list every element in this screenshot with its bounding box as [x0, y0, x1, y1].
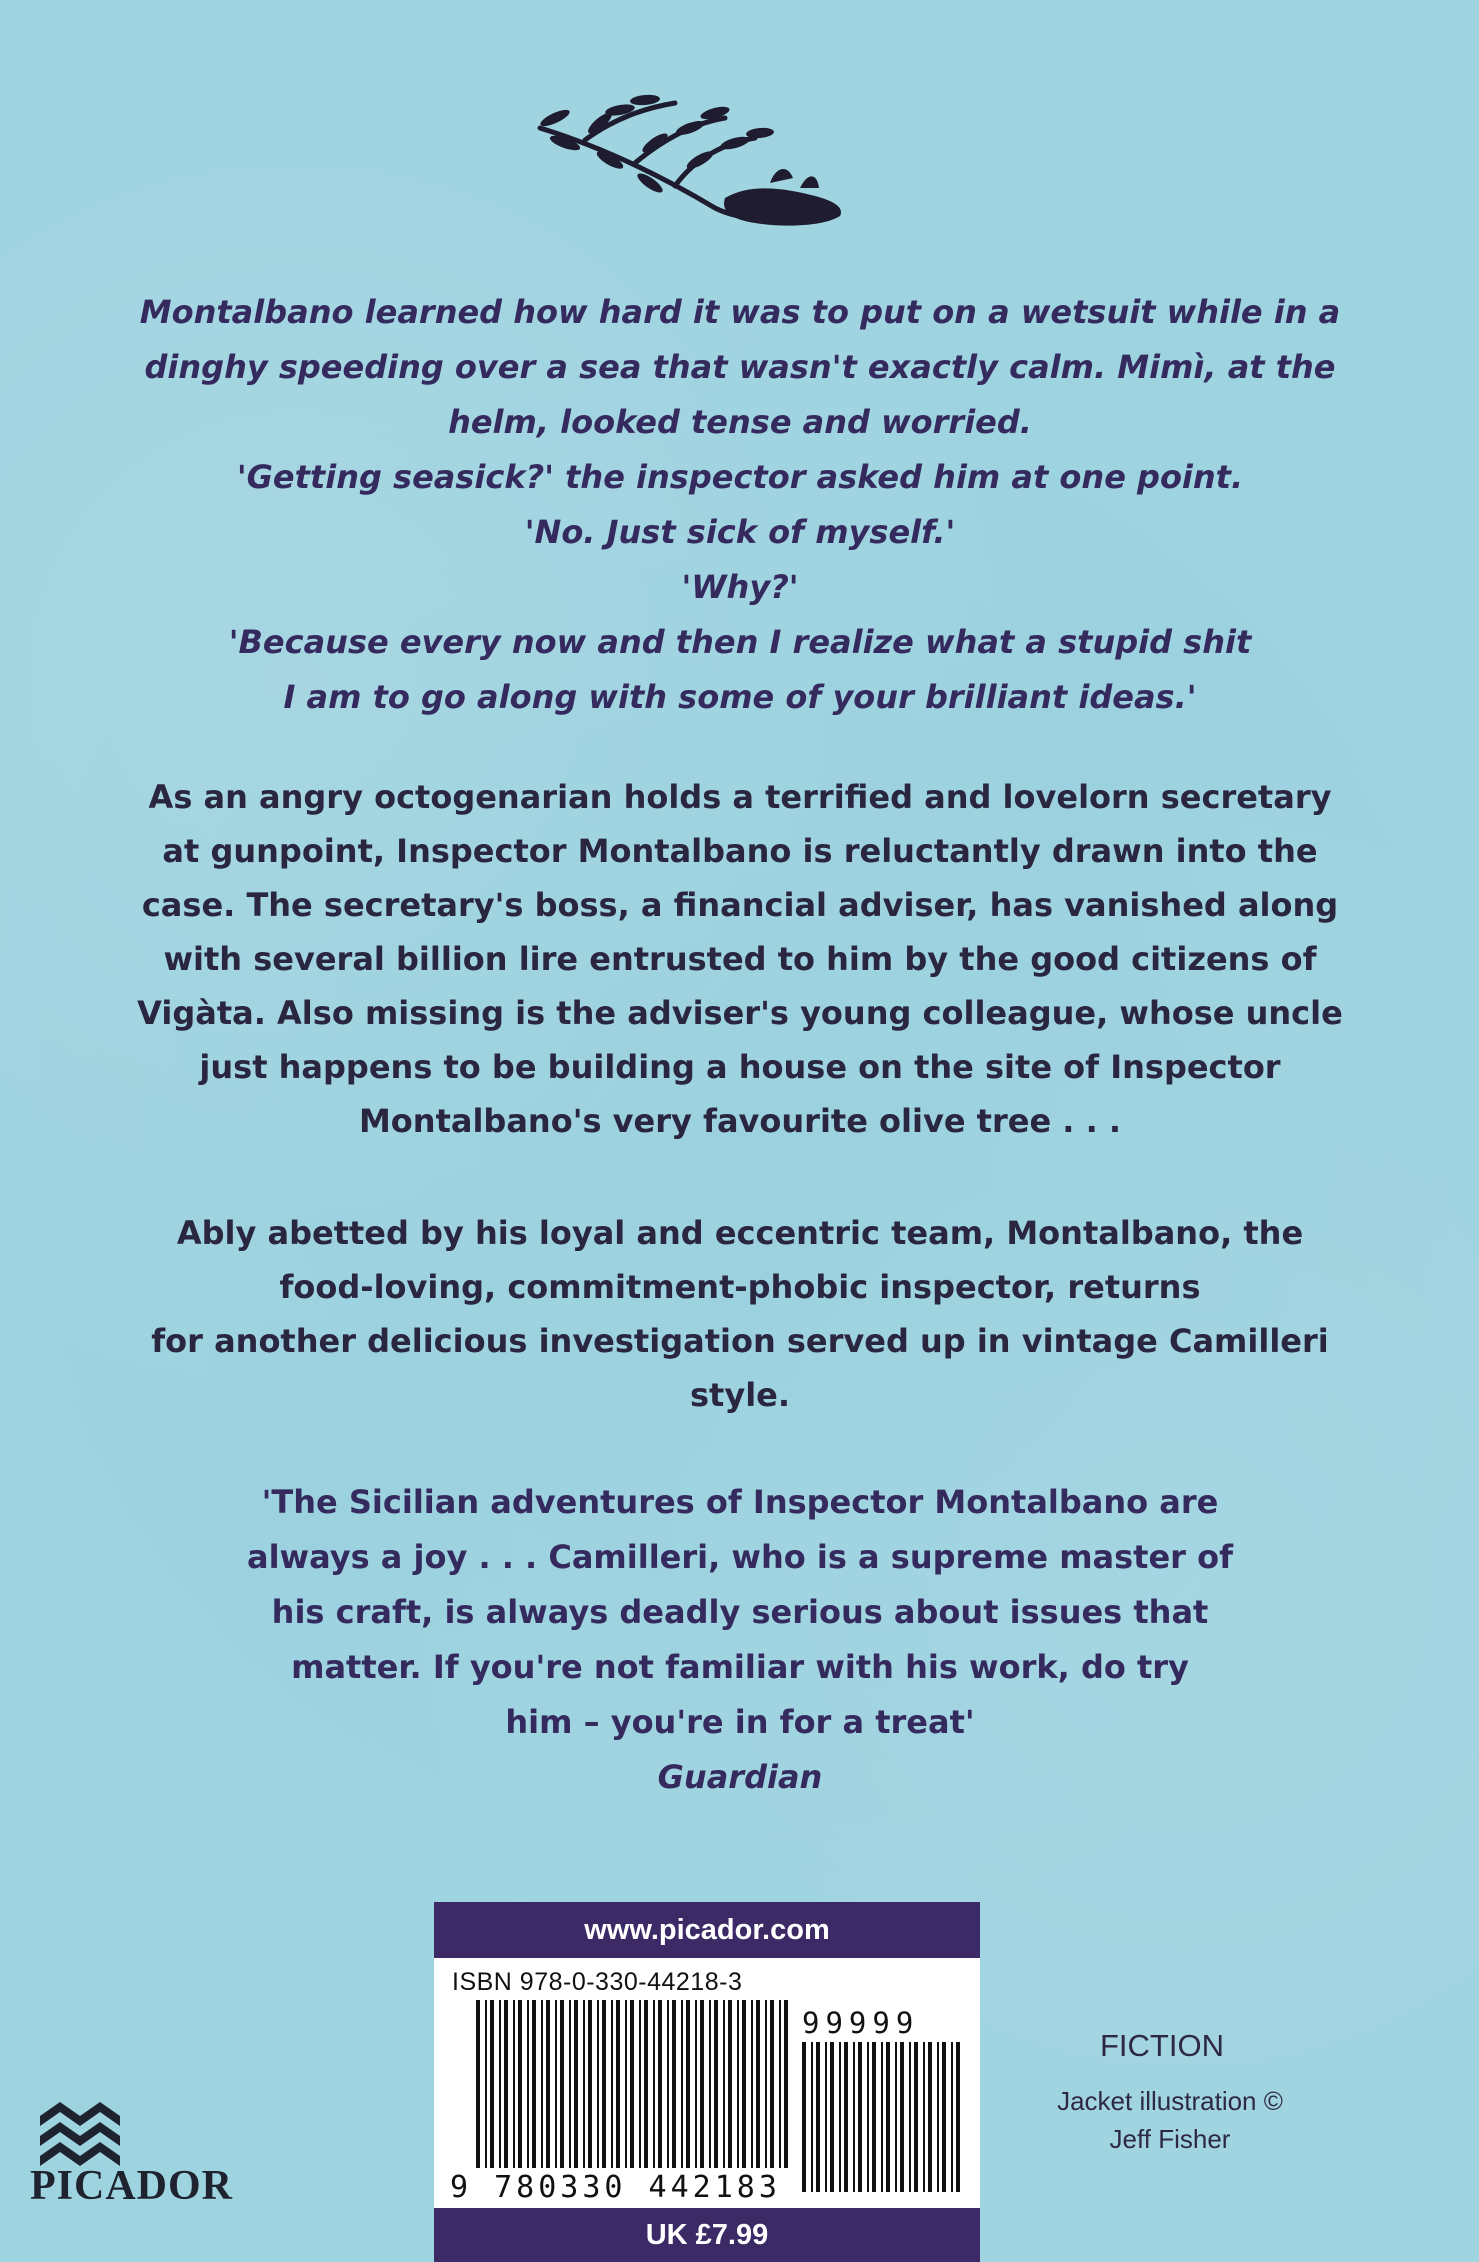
blurb-line: style. — [689, 1376, 791, 1414]
excerpt-line: 'Because every now and then I realize what a stupid shit — [228, 623, 1252, 661]
barcode-stripe — [658, 2000, 662, 2168]
barcode-stripe — [825, 2042, 827, 2192]
barcode-stripe — [616, 2000, 620, 2168]
barcode-stripe — [611, 2000, 613, 2168]
barcode-stripe — [742, 2000, 746, 2168]
barcode-stripe — [737, 2000, 739, 2168]
price-label: UK £7.99 — [434, 2208, 980, 2262]
barcode-stripe — [723, 2000, 725, 2168]
barcode-stripe — [695, 2000, 697, 2168]
barcode-stripe — [751, 2000, 753, 2168]
barcode-stripe — [844, 2042, 848, 2192]
excerpt-line: 'No. Just sick of myself.' — [524, 513, 956, 551]
excerpt-line: helm, looked tense and worried. — [448, 403, 1032, 441]
price-code: 99999 — [802, 2006, 920, 2040]
barcode-stripe — [672, 2000, 676, 2168]
jacket-credit — [1050, 2082, 1290, 2158]
picador-mark-icon — [36, 2090, 136, 2166]
barcode-stripe — [872, 2042, 876, 2192]
barcode-stripe — [867, 2042, 869, 2192]
barcode-stripe — [541, 2000, 543, 2168]
barcode-stripe — [630, 2000, 634, 2168]
barcode-stripe — [830, 2042, 834, 2192]
review-line: him – you're in for a treat' — [505, 1703, 975, 1741]
barcode-stripe — [956, 2042, 960, 2192]
barcode-stripe — [900, 2042, 904, 2192]
barcode-stripe — [485, 2000, 487, 2168]
barcode-stripe — [490, 2000, 494, 2168]
barcode-stripe — [588, 2000, 592, 2168]
barcode-stripe — [546, 2000, 550, 2168]
blurb-line: at gunpoint, Inspector Montalbano is reluctantly drawn into the — [162, 832, 1318, 870]
barcode-stripe — [681, 2000, 683, 2168]
addon-barcode-bars — [800, 2042, 966, 2192]
review-source: Guardian — [657, 1758, 823, 1796]
barcode-stripe — [951, 2042, 953, 2192]
barcode-panel — [434, 1902, 980, 2262]
excerpt-line: 'Getting seasick?' the inspector asked him at one point. — [236, 458, 1244, 496]
barcode-stripe — [839, 2042, 841, 2192]
publisher-logo — [30, 2090, 233, 2240]
barcode-bars — [474, 2000, 794, 2168]
blurb-paragraph-2 — [60, 1206, 1420, 1422]
barcode-stripe — [779, 2000, 781, 2168]
barcode-stripe — [709, 2000, 711, 2168]
barcode-stripe — [569, 2000, 571, 2168]
barcode-stripe — [686, 2000, 690, 2168]
barcode-stripe — [858, 2042, 862, 2192]
excerpt-line: 'Why?' — [681, 568, 799, 606]
barcode-stripe — [532, 2000, 536, 2168]
barcode-stripe — [597, 2000, 599, 2168]
barcode-stripe — [923, 2042, 925, 2192]
barcode-stripe — [700, 2000, 704, 2168]
barcode-stripe — [667, 2000, 669, 2168]
barcode-stripe — [728, 2000, 732, 2168]
barcode-stripe — [518, 2000, 522, 2168]
blurb-line: for another delicious investigation served up in vintage Camilleri — [151, 1322, 1329, 1360]
blurb-line: Ably abetted by his loyal and eccentric team, Montalbano, the — [176, 1214, 1304, 1252]
category-label: FICTION — [1100, 2028, 1224, 2063]
barcode-stripe — [886, 2042, 890, 2192]
blurb-line: Montalbano's very favourite olive tree . . . — [358, 1102, 1122, 1140]
review-line: 'The Sicilian adventures of Inspector Montalbano are — [261, 1483, 1219, 1521]
barcode-stripe — [816, 2042, 820, 2192]
blurb-paragraph-1 — [60, 770, 1420, 1148]
excerpt-quote — [80, 285, 1400, 725]
barcode-stripe — [914, 2042, 918, 2192]
review-line: matter. If you're not familiar with his work, do try — [291, 1648, 1189, 1686]
barcode-stripe — [574, 2000, 578, 2168]
credit-line-1: Jacket illustration © — [1057, 2086, 1283, 2116]
blurb-line: Vigàta. Also missing is the adviser's young colleague, whose uncle — [137, 994, 1343, 1032]
blurb-line: just happens to be building a house on the site of Inspector — [199, 1048, 1281, 1086]
barcode-stripe — [714, 2000, 718, 2168]
barcode-stripe — [499, 2000, 501, 2168]
barcode-stripe — [770, 2000, 774, 2168]
barcode-stripe — [909, 2042, 911, 2192]
review-line: always a joy . . . Camilleri, who is a supreme master of — [246, 1538, 1233, 1576]
barcode-stripe — [639, 2000, 641, 2168]
barcode-stripe — [527, 2000, 529, 2168]
excerpt-line: I am to go along with some of your brilliant ideas.' — [283, 678, 1197, 716]
barcode-stripe — [602, 2000, 606, 2168]
barcode-stripe — [583, 2000, 585, 2168]
publisher-name: PICADOR — [30, 2163, 233, 2209]
barcode-stripe — [653, 2000, 655, 2168]
blurb-line: case. The secretary's boss, a financial adviser, has vanished along — [141, 886, 1339, 924]
excerpt-line: Montalbano learned how hard it was to put on a wetsuit while in a — [139, 293, 1341, 331]
review-line: his craft, is always deadly serious about issues that — [271, 1593, 1209, 1631]
website-url[interactable]: www.picador.com — [434, 1902, 980, 1958]
blurb-line: food-loving, commitment-phobic inspector, returns — [279, 1268, 1201, 1306]
blurb-line: As an angry octogenarian holds a terrified and lovelorn secretary — [148, 778, 1332, 816]
barcode-stripe — [881, 2042, 883, 2192]
olive-branch-icon — [525, 88, 855, 238]
review-quote — [150, 1475, 1330, 1805]
barcode-stripe — [555, 2000, 557, 2168]
barcode-stripe — [644, 2000, 648, 2168]
excerpt-line: dinghy speeding over a sea that wasn't exactly calm. Mimì, at the — [144, 348, 1336, 386]
barcode-stripe — [560, 2000, 564, 2168]
barcode-stripe — [937, 2042, 939, 2192]
barcode-stripe — [504, 2000, 508, 2168]
barcode-stripe — [476, 2000, 480, 2168]
barcode-stripe — [625, 2000, 627, 2168]
barcode-stripe — [802, 2042, 806, 2192]
credit-line-2: Jeff Fisher — [1109, 2124, 1231, 2154]
barcode-stripe — [928, 2042, 932, 2192]
isbn-label: ISBN 978-0-330-44218-3 — [452, 1968, 743, 1996]
barcode-stripe — [853, 2042, 855, 2192]
barcode-stripe — [765, 2000, 767, 2168]
barcode-stripe — [811, 2042, 813, 2192]
barcode-stripe — [895, 2042, 897, 2192]
barcode-stripe — [756, 2000, 760, 2168]
barcode-stripe — [784, 2000, 788, 2168]
blurb-line: with several billion lire entrusted to him by the good citizens of — [163, 940, 1317, 978]
barcode-stripe — [942, 2042, 946, 2192]
barcode-digits: 9 780330 442183 — [450, 2170, 781, 2205]
barcode-stripe — [513, 2000, 515, 2168]
